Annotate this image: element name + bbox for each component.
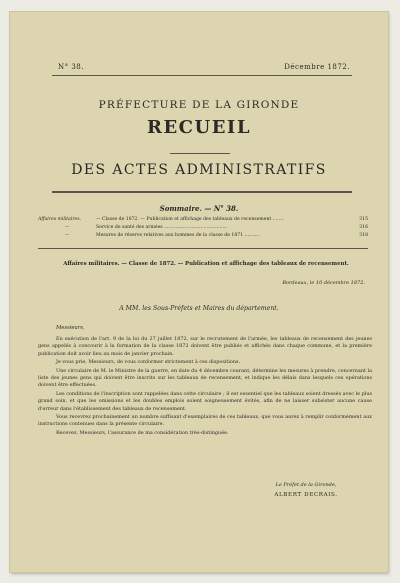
body-paragraph: Une circulaire de M. le Ministre de la guerre, en date du 4 décembre courant, détermine les mesures à prendre, concernant la liste des jeunes gens qui doivent être inscrits sur les tableaux de recensement, et indique les délais dans lesquels ces opérations doivent être effectuées.	[38, 367, 372, 389]
summary-item-category: Affaires militaires.	[38, 217, 82, 222]
document-page	[10, 12, 388, 572]
body-paragraph: Les conditions de l'inscription sont rappelées dans cette circulaire ; il est essentiel que les tableaux soient dressés avec le plus grand soin, et que les omissions et les doubles emplois soient soigneusement évités, afin de ne laisser subsister aucune cause d'erreur dans l'établissement des tableaux de recensement.	[38, 390, 372, 412]
summary-item-text: Mesures de réserve relatives aux hommes de la classe de 1871 ..........	[96, 233, 260, 238]
summary-list	[38, 216, 368, 240]
issue-number: N° 38.	[58, 63, 84, 71]
prefecture-title: PRÉFECTURE DE LA GIRONDE	[98, 99, 300, 111]
body-paragraph: Recevez, Messieurs, l'assurance de ma considération très-distinguée.	[56, 429, 229, 436]
body-paragraph: En exécution de l'art. 9 de la loi du 27 juillet 1872, sur le recrutement de l'armée, les tableaux de recensement des jeunes gens appelés à concourir à la formation de la classe 1872 doivent être publiés et affichés dans chaque commune, et la première publication doit avoir lieu au mois de janvier prochain.	[38, 336, 372, 357]
article-body	[38, 336, 372, 438]
summary-rule	[38, 248, 368, 249]
summary-item	[38, 224, 368, 232]
summary-item-page: 315	[359, 217, 368, 222]
signature: ALBERT DECRAIS.	[274, 492, 338, 498]
summary-item-page: 318	[359, 233, 368, 238]
summary-item-text: — Classe de 1872. — Publication et affichage des tableaux de recensement ........	[96, 217, 285, 222]
summary-item-page: 316	[359, 225, 368, 230]
header-rule	[52, 75, 352, 76]
summary-title: Sommaire. — N° 38.	[159, 204, 239, 213]
body-paragraph: Vous recevrez prochainement un nombre suffisant d'exemplaires de ces tableaux, que vous aurez à remplir conformément aux instructions contenues dans la présente circulaire.	[38, 414, 372, 428]
greeting: Messieurs,	[56, 325, 85, 331]
summary-item	[38, 216, 368, 224]
summary-item	[38, 232, 368, 240]
actes-title: DES ACTES ADMINISTRATIFS	[71, 162, 327, 178]
summary-item-text: Service de santé des armées ...........................................	[96, 225, 227, 230]
issue-line	[58, 63, 350, 71]
body-paragraph: Je vous prie, Messieurs, de vous conformer strictement à ces dispositions.	[56, 359, 241, 366]
summary-item-category: —	[64, 225, 70, 230]
summary-item-category: —	[64, 233, 70, 238]
article-heading: Affaires militaires. — Classe de 1872. — Publication et affichage des tableaux de recensement.	[63, 261, 349, 267]
masthead-rule	[52, 191, 352, 193]
place-date: Bordeaux, le 10 décembre 1872.	[282, 280, 365, 286]
title-divider	[170, 153, 230, 154]
closing-line: Le Préfet de la Gironde,	[275, 482, 337, 488]
addressee: A MM. les Sous-Préfets et Maires du département.	[119, 305, 279, 312]
issue-date: Décembre 1872.	[284, 63, 350, 71]
recueil-title: RECUEIL	[147, 117, 251, 138]
